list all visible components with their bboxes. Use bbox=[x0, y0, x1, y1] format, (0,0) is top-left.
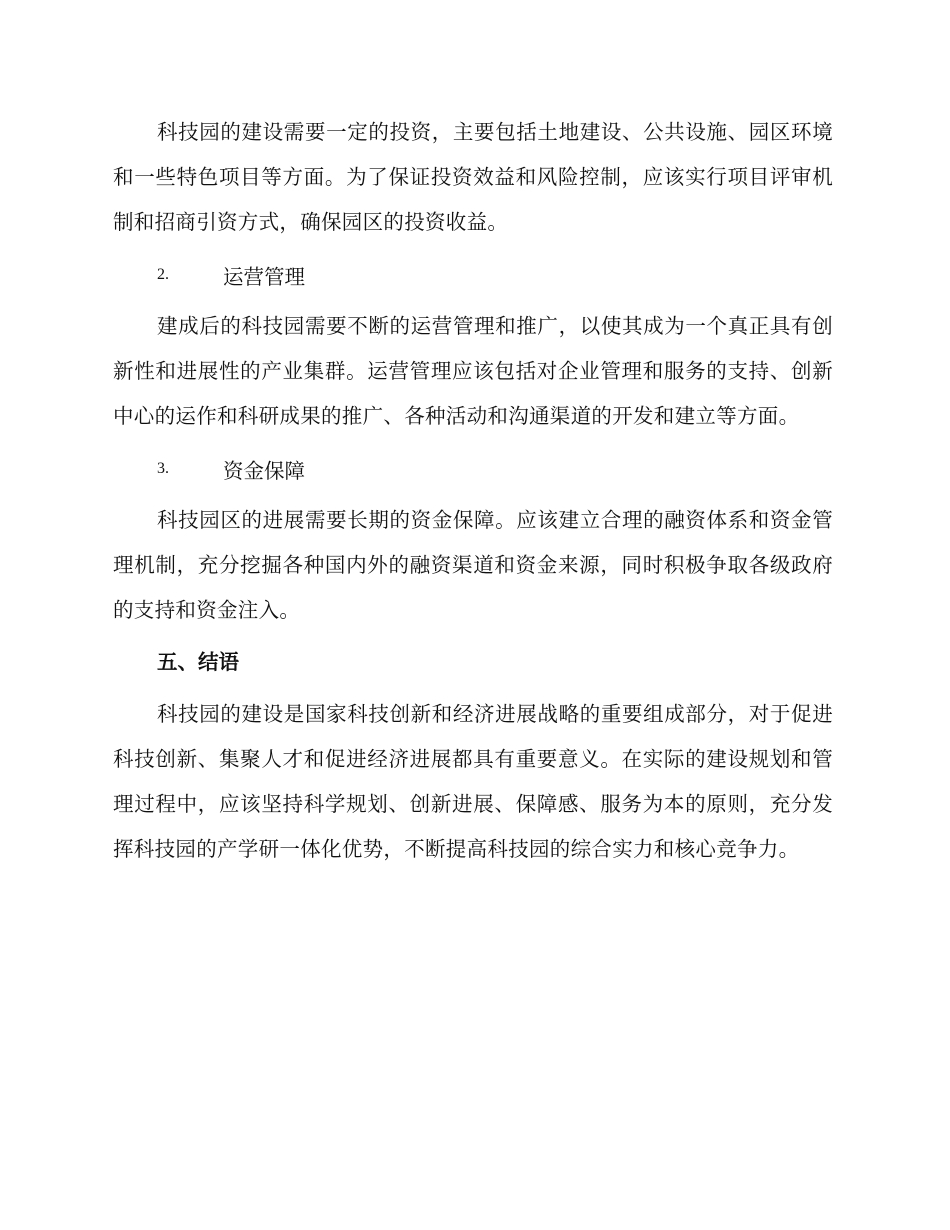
spacer bbox=[113, 685, 833, 692]
spacer bbox=[113, 439, 833, 446]
section-title: 运营管理 bbox=[223, 264, 305, 289]
section-heading-funding bbox=[113, 446, 833, 491]
paragraph-operations: 建成后的科技园需要不断的运营管理和推广，以使其成为一个真正具有创新性和进展性的产业集群。运营管理应该包括对企业管理和服务的支持、创新中心的运作和科研成果的推广、各种活动和沟通渠道的开发和建立等方面。 bbox=[113, 314, 833, 428]
spacer bbox=[113, 491, 833, 498]
spacer bbox=[113, 297, 833, 304]
section-number: 2. bbox=[157, 265, 169, 283]
paragraph-investment: 科技园的建设需要一定的投资，主要包括土地建设、公共设施、园区环境和一些特色项目等方面。为了保证投资效益和风险控制，应该实行项目评审机制和招商引资方式，确保园区的投资收益。 bbox=[113, 120, 833, 234]
section-heading-operations bbox=[113, 252, 833, 297]
heading-conclusion: 五、结语 bbox=[157, 650, 239, 674]
spacer bbox=[113, 245, 833, 252]
paragraph-funding: 科技园区的进展需要长期的资金保障。应该建立合理的融资体系和资金管理机制，充分挖掘各种国内外的融资渠道和资金来源，同时积极争取各级政府的支持和资金注入。 bbox=[113, 508, 833, 622]
spacer bbox=[113, 633, 833, 640]
section-number: 3. bbox=[157, 459, 169, 477]
section-title: 资金保障 bbox=[223, 458, 305, 483]
paragraph-conclusion: 科技园的建设是国家科技创新和经济进展战略的重要组成部分，对于促进科技创新、集聚人才和促进经济进展都具有重要意义。在实际的建设规划和管理过程中，应该坚持科学规划、创新进展、保障感、服务为本的原则，充分发挥科技园的产学研一体化优势，不断提高科技园的综合实力和核心竞争力。 bbox=[113, 702, 833, 861]
document-page bbox=[113, 110, 833, 872]
